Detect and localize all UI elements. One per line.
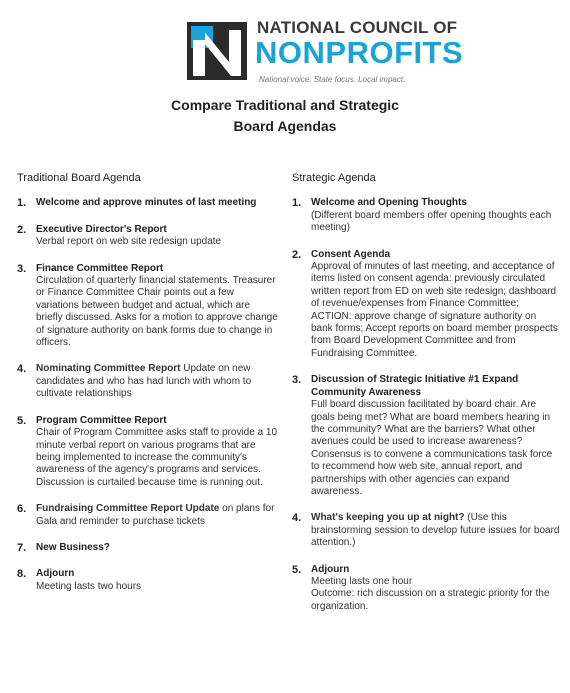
logo	[187, 18, 467, 88]
traditional-column	[17, 172, 279, 593]
item-number: 2.	[292, 248, 302, 261]
item-text	[36, 363, 279, 400]
item-title: Executive Director's Report	[36, 223, 167, 235]
traditional-item-6	[17, 503, 279, 528]
item-description: Approval of minutes of last meeting, and acceptance of items listed on consent agenda: previously circulated written report from ED on web site redesign; dashboard of revenue/expenses from Finance Committee; ACTION: approve change of signature authority on bank forms; Accept reports on board member prospects from Board Development Committee and from Fundraising Committee.	[311, 261, 558, 359]
item-number: 2.	[17, 223, 27, 236]
traditional-item-5	[17, 415, 279, 489]
strategic-item-4	[292, 512, 560, 549]
logo-tagline: National voice. State focus. Local impact.	[259, 75, 406, 84]
item-title: Adjourn	[311, 563, 350, 575]
strategic-item-2	[292, 249, 560, 361]
item-number: 7.	[17, 541, 27, 554]
item-description: Verbal report on web site redesign update	[36, 236, 222, 248]
item-text	[36, 503, 279, 528]
item-title: Fundraising Committee Report Update	[36, 503, 220, 515]
item-number: 8.	[17, 568, 27, 581]
logo-line2: NONPROFITS	[255, 35, 464, 70]
item-description: Circulation of quarterly financial statements. Treasurer or Finance Committee Chair points out a few variations between budget and actual, which are briefly discussed. Asks for a motion to approve change of signature authority on bank forms due to change in officers.	[36, 275, 278, 349]
ncn-logo-mark	[187, 22, 247, 80]
item-inline-description: Update on new candidates and who has had lunch with whom to cultivate relationships	[36, 363, 252, 400]
document-title-line1: Compare Traditional and Strategic	[171, 97, 399, 113]
item-number: 1.	[292, 197, 302, 210]
item-description: Meeting lasts one hour Outcome: rich discussion on a strategic priority for the organization.	[311, 575, 550, 612]
item-inline-description: on plans for Gala and reminder to purchase tickets	[36, 503, 275, 527]
traditional-item-2	[17, 224, 279, 249]
item-text	[311, 512, 560, 549]
strategic-item-5	[292, 564, 560, 614]
item-title: Adjourn	[36, 568, 75, 580]
traditional-heading: Traditional Board Agenda	[17, 172, 141, 184]
item-description: Full board discussion facilitated by board chair. Are goals being met? What are board members hearing in the community? What are the barriers? What other avenues could be used to increase awareness? Consensus is to convene a communications task force to recommend how web site, annual report, and partnerships with other agencies can expand awareness.	[311, 399, 553, 497]
traditional-item-1	[17, 197, 279, 209]
item-description: Chair of Program Committee asks staff to provide a 10 minute verbal report on various programs that are being implemented to increase the community's awareness of the agency's programs and services. Discussion is curtailed because time is running out.	[36, 427, 278, 488]
item-number: 3.	[292, 374, 302, 387]
item-title: New Business?	[36, 541, 110, 553]
item-number: 5.	[17, 414, 27, 427]
item-number: 1.	[17, 197, 27, 210]
item-title: Consent Agenda	[311, 248, 391, 260]
item-title: Welcome and Opening Thoughts	[311, 197, 467, 209]
logo-line1: NATIONAL COUNCIL OF	[257, 18, 458, 37]
item-title: Welcome and approve minutes of last meeting	[36, 197, 257, 209]
item-inline-description: (Use this brainstorming session to develop future issues for board attention.)	[311, 512, 560, 549]
item-number: 6.	[17, 503, 27, 516]
item-number: 4.	[292, 512, 302, 525]
item-number: 4.	[17, 363, 27, 376]
item-number: 5.	[292, 563, 302, 576]
document-title-line2: Board Agendas	[233, 118, 337, 134]
item-title: Finance Committee Report	[36, 262, 164, 274]
strategic-item-1	[292, 197, 560, 234]
strategic-item-3	[292, 374, 560, 498]
traditional-item-8	[17, 568, 279, 593]
traditional-item-7	[17, 542, 279, 554]
item-description: (Different board members offer opening thoughts each meeting)	[311, 209, 552, 234]
item-number: 3.	[17, 262, 27, 275]
strategic-column	[292, 172, 560, 613]
traditional-item-3	[17, 263, 279, 350]
item-title: Nominating Committee Report	[36, 363, 181, 375]
item-title: Discussion of Strategic Initiative #1 Expand Community Awareness	[311, 374, 519, 398]
item-title: What's keeping you up at night?	[311, 512, 465, 524]
traditional-item-4	[17, 363, 279, 400]
item-title: Program Committee Report	[36, 414, 167, 426]
item-description: Meeting lasts two hours	[36, 580, 142, 592]
strategic-heading: Strategic Agenda	[292, 172, 376, 184]
